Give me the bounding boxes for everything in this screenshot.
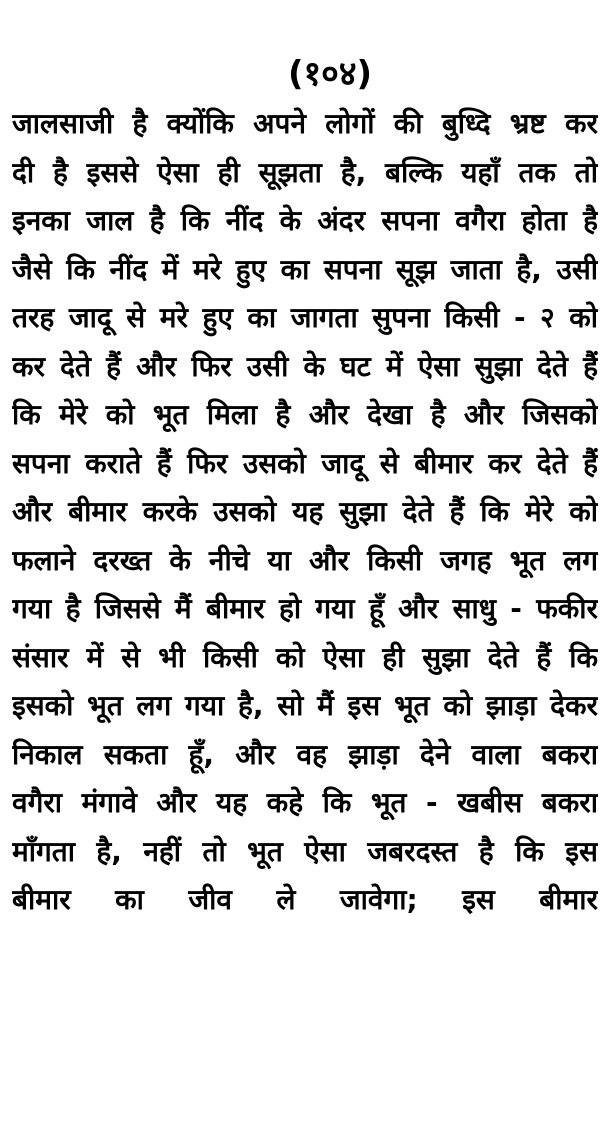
text-line: कर देते हैं और फिर उसी के घट में ऐसा सुझा देते हैं	[12, 349, 598, 383]
text-line: कि मेरे को भूत मिला है और देखा है और जिसको	[12, 398, 598, 431]
page-number: (१०४)	[287, 54, 373, 94]
text-line: बीमार का जीव ले जावेगा; इस बीमार	[12, 883, 598, 916]
text-line: इसको भूत लग गया है, सो मैं इस भूत को झाड़ा देकर	[12, 689, 598, 722]
text-line: निकाल सकता हूँ, और वह झाड़ा देने वाला बकरा	[12, 737, 598, 771]
text-line: तरह जादू से मरे हुए का जागता सुपना किसी - २ को	[12, 301, 598, 334]
body-text	[12, 100, 598, 925]
text-line: वगैरा मंगावे और यह कहे कि भूत - खबीस बकरा	[12, 786, 598, 819]
text-line: दी है इससे ऐसा ही सूझता है, बल्कि यहाँ तक तो	[12, 155, 598, 189]
text-line: सपना कराते हैं फिर उसको जादू से बीमार कर देते हैं	[12, 446, 598, 480]
text-line: गया है जिससे मैं बीमार हो गया हूँ और साधु - फकीर	[12, 592, 598, 625]
text-line: और बीमार करके उसको यह सुझा देते हैं कि मेरे को	[12, 495, 598, 528]
text-line: इनका जाल है कि नींद के अंदर सपना वगैरा होता है	[12, 204, 598, 237]
text-line: संसार में से भी किसी को ऐसा ही सुझा देते हैं कि	[12, 640, 598, 674]
text-line: फलाने दरख्त के नीचे या और किसी जगह भूत लग	[12, 543, 598, 577]
text-line: जैसे कि नींद में मरे हुए का सपना सूझ जाता है, उसी	[12, 252, 598, 286]
text-line: माँगता है, नहीं तो भूत ऐसा जबरदस्त है कि इस	[12, 834, 598, 868]
text-line: जालसाजी है क्योंकि अपने लोगों की बुध्दि भ्रष्ट कर	[12, 107, 598, 140]
